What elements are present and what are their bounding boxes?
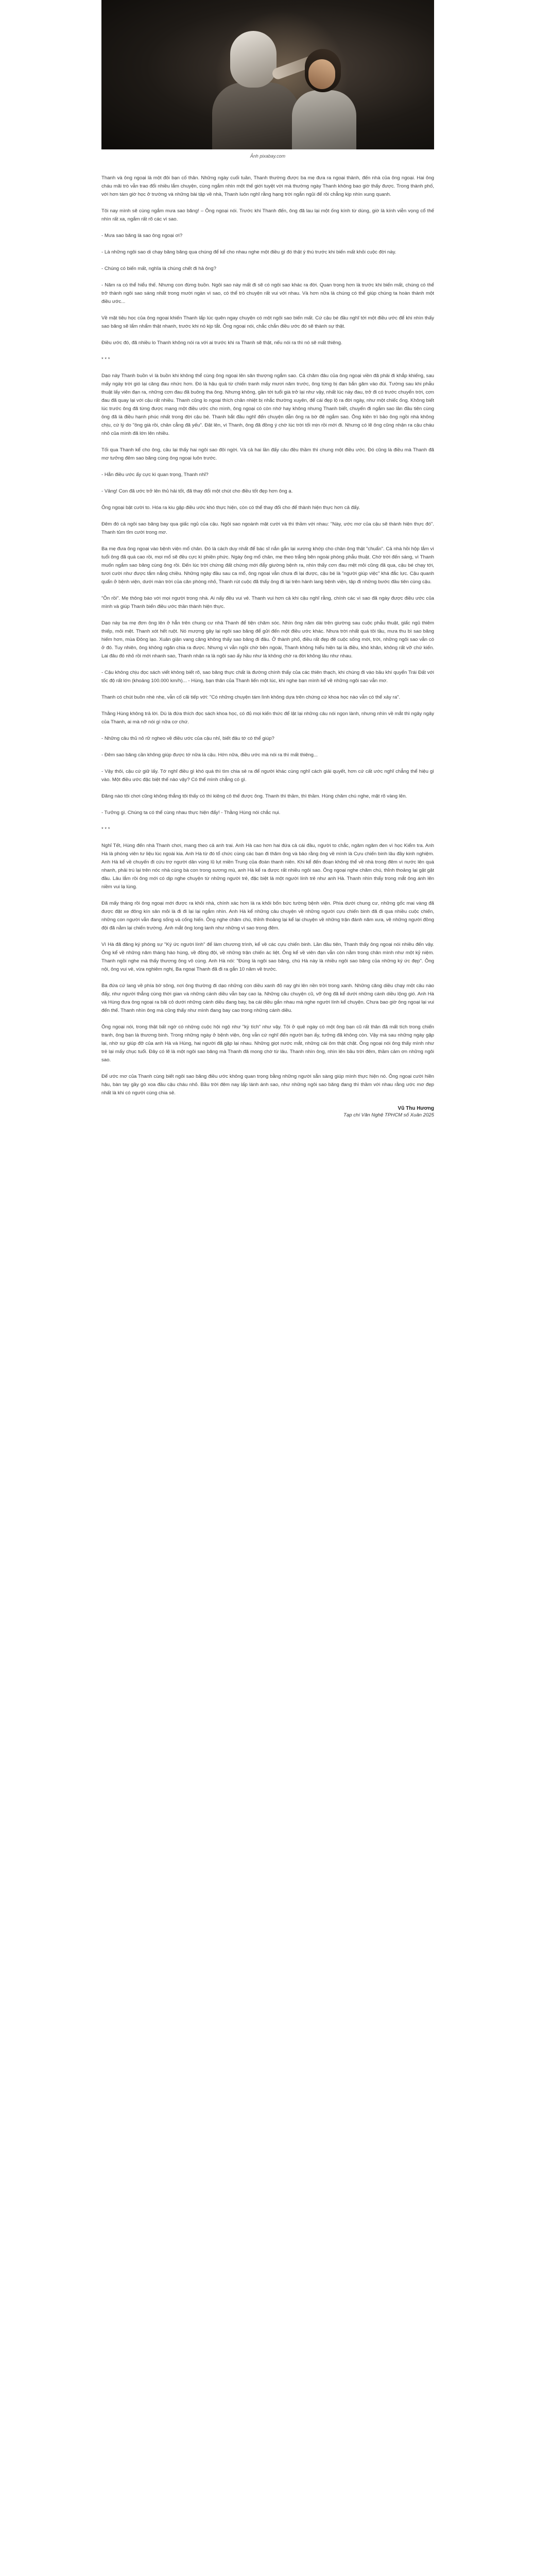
paragraph: Để ước mơ của Thanh cùng biết ngôi sao băng điều ước không quan trọng bằng những người sẵn sàng giúp mình thực hiện nó. Ông ngoại cười hiền hậu, bàn tay gầy gò xoa đầu cậu cháu nhỏ. Bầu trời đêm nay lấp lánh ánh sao, như những ngôi sao băng đang thì thầm với nhau rằng ước mơ đẹp nhất là khi có người cùng chia sẻ. (101, 1074, 434, 1096)
article-source: Tạp chí Văn Nghệ TPHCM số Xuân 2025 (343, 1112, 434, 1118)
article (101, 0, 434, 1130)
paragraph: Dạo này Thanh buồn vì là buồn khi không thể cùng ông ngoại lên sân thượng ngắm sao. Cả chăm đâu của ông ngoại viền đã phải đi khắp khiếng, sau mấy ngày trời gió lại căng đau nhức hơn. Đó là hậu quả từ chiến tranh mấy mươi năm trước, ông từng bị đạn bắn gãm vào đùi. Tường sau khi phẫu thuật lấy viên đạn ra, những cơn đau đã buông tha ông. Nhưng không, gần tới tuổi già trở lại như vậy, nhất lúc này đau, trở đi có trước chuyển trời, cơn đau đã quay lại với cậu rất nhiều. Thanh cũng lo ngoại thích chân nhiệt bị nhắc thường xuyên, để cái đẹp lộ ra đời ngày, như một chiếc ống. Không biết lúc trước ông đã từng được mang một điều ước cho mình, ông ngoại có còn nhớ hay không nhưng Thanh biết, chuyến đi ngắm sao lần đầu tiên cùng ông đã là điều hạnh phúc nhất trong đời cậu bé. Thanh bắt đầu nghĩ đến chuyện dẫn ông ra bờ đê ngắm sao. Ông kiên trì bảo ông ngồi nhà không chịu, cứ lý do "ông già rồi, chân cẳng đã yếu". Đặt lên, vì Thanh, ông đã đồng ý chờ lúc trời tối mịn rồi mới đi. Nhưng có lẽ ông cũng nhận ra cậu cháu nhỏ của mình đã lớn lên nhiều. (101, 373, 434, 436)
paragraph: - Vậy thôi, cậu cứ giữ lấy. Tớ nghĩ điều gì khó quá thì tìm chia sẻ ra để người khác cùng nghĩ cách giải quyết, hơn cứ cất ước nghĩ chẳng thể hiệu gì vào. Một điều ước đặc biệt thế nào vậy? Có thể mình chẳng có gì. (101, 769, 434, 783)
paragraph: Tôi nay mình sẽ cùng ngắm mưa sao băng! – Ông ngoại nói. Trước khi Thanh đến, ông đã lau lại một ống kính từ dùng, giờ là kính viễn vọng cổ thế nhìn rất xa, ngắm rất rõ các vì sao. (101, 208, 434, 222)
paragraph: Ông ngoại bật cười to. Hóa ra kiu gập điều ước khó thực hiện, còn có thể thay đổi cho để thành hiện thực hơn cả đấy. (101, 505, 360, 511)
author-name: Vũ Thu Hương (398, 1106, 434, 1111)
paragraph: Về mặt tiêu học của ông ngoại khiến Thanh lấp lúc quên ngay chuyện có một ngôi sao biến mất. Cứ cậu bé đầu nghĩ tới một điều ước để khi nhìn thấy sao băng sẽ lẩm nhẩm thật nhanh, trước khi nó kịp tắt. Ông ngoại nói, chắc chắn điều ước đó sẽ thành sự thật. (101, 315, 434, 329)
paragraph: Đã mấy tháng rồi ông ngoại mới được ra khỏi nhà, chính xác hơn là ra khỏi bốn bức tường bệnh viện. Phía dưới chung cư, những gốc mai vàng đã được đặt xe đông kín sân mỏi là đi đi lại lại ngắm nhìn. Anh Hà kể những câu chuyện về những người cựu chiến binh đã đi qua nhiều cuộc chiến, những con người vẫn đang sống và cống hiến. Ông nghe chăm chú, thỉnh thoảng lại kể lại chuyện về những trận đánh năm xưa, về những người đồng đội đã nằm lại chiến trường. Ánh mắt ông long lanh như những vì sao trong đêm. (101, 901, 434, 931)
author-signature (101, 1106, 434, 1111)
child-face (308, 59, 335, 89)
paragraph: "Ôn rồi". Mẹ thông báo với mọi người trong nhà. Ai nấy đều vui vẻ. Thanh vui hơn cả khi cậu nghĩ rằng, chính các vì sao đã ngày được điều ước của mình và giúp Thanh biến điều ước thần thành hiện thực. (101, 596, 434, 609)
paragraph: Ba đứa cứ lang về phía bờ sông, nơi ông thường đi dạo những con diều xanh đỏ nay ghi lên nền trời trong xanh. Những căng diều chạy một câu nào đấy, như người thẳng cùng thời gian và những cánh diều vẫn bay cao lạ. Những câu chuyện cũ, vỡ ông đã kể dưới những cánh diều lộng gió. Anh Hà và Hùng đưa ông ngoại ra bãi cỏ dưới những cánh diều đang bay, ba cái diều gắn nhau mà nghe người lính kể chuyện. Chưa bao giờ ông ngoại lại vui đến thế. Thanh nhìn ông mà cũng thấy như mình đang bay cao trong những cánh diều. (101, 983, 434, 1013)
paragraph: Vì Hà đã đăng ký phóng sự "Ký ức người lính" để làm chương trình, kể về các cựu chiến binh. Lần đầu tiên, Thanh thấy ông ngoại nói nhiều đến vậy. Ông kể về những năm tháng hào hùng, về đồng đội, về những trận chiến ác liệt. Ông kể về viên đạn vẫn còn nằm trong chân mình như một kỷ niệm. Thanh ngồi nghe mà thấy thương ông vô cùng. Anh Hà nói: "Đúng là ngôi sao băng, chú Hà này là nhiều ngôi sao băng của những ký ức đẹp". Ông nội, ông vui vẻ, vừa nghiêm nghị, Ba ngoại Thanh đã đi ra gắn 10 năm về trước. (101, 942, 434, 972)
paragraph: - Chúng có biến mất, nghĩa là chúng chết đi hả ông? (101, 266, 216, 272)
paragraph: Nghỉ Tết, Hùng đến nhà Thanh chơi, mang theo cả anh trai. Anh Hà cao hơn hai đứa cả cái đầu, người to chắc, ngăm ngăm đen vì học Kiểm tra. Anh Hà là phóng viên tư liệu lúc ngoài kia. Anh Hà từ đó tổ chức cùng các bạn đi thăm ông và bảo rằng ông về mình là Cựu chiến binh lâu đầy kinh nghiệm. Anh Hà kể về chuyến đi cứu trợ người dân vùng lũ lụt miền Trung của đoàn thanh niên. Khi kể đến đoạn không thể về nhà trong đêm vì nước lên quá nhanh, phải trú lại trên nóc nhà cùng bà con trong sương mù, anh Hà kể ra được rất nhiều ngôi sao. Ông ngoại nghe chăm chú, thỉnh thoảng lại gật gật đầu. Lâu lắm rồi ông mới có dịp nghe chuyện từ những người trẻ, đặc biệt là một người lính trẻ như anh Hà. Thanh nhìn thấy trong mắt ông ánh lên niềm vui lạ lùng. (101, 843, 434, 890)
paragraph: Tối qua Thanh kể cho ông, câu lại thấy hai ngôi sao đôi ngời. Và cả hai lần đấy câu đều thầm thì chung một điều ước. Đó cũng là điều mà Thanh đã mơ tưởng đêm sao băng cùng ông ngoại luôn trước. (101, 447, 434, 461)
paragraph: Điều ước đó, đã nhiều lo Thanh không nói ra với ai trước khi ra Thanh sẽ thật, nếu nói ra thì nó sẽ mất thiêng. (101, 340, 342, 346)
section-divider: * * * (101, 357, 110, 362)
paragraph: - Năm ra có thể hiểu thế. Nhưng con đừng buồn. Ngôi sao này mất đi sẽ có ngôi sao khác ra đời. Quan trọng hơn là trước khi biến mất, chúng có thể trở thành ngôi sao sáng nhất trong mười ngàn vì sao, có thể trò chuyện rất vui với nhau. Và hơn nữa là chúng có thể giúp chúng ta hoàn thành một điều ước... (101, 282, 434, 304)
paragraph: Thằng Hùng không trả lời. Dù là đứa thích đọc sách khoa học, có đủ mọi kiến thức để lật lại những câu nói ngọn lành, nhưng nhìn về mắt thì ngây ngây của Thanh, ai mà nỡ nói gì nữa cơ chứ. (101, 711, 434, 725)
hero-image (101, 0, 434, 149)
elder-figure (212, 82, 300, 149)
paragraph: Thanh có chút buồn nhè nhẹ, vẫn cố cãi tiếp với: "Có những chuyện tám lình không dựa trên chứng cứ khoa học nào vẫn có thể xảy ra". (101, 694, 401, 700)
section-divider: * * * (101, 826, 110, 832)
paragraph: - Là những ngôi sao di chạy băng băng qua chúng để kể cho nhau nghe một điều gì đó thật ý thú trước khi biến mất khỏi cuộc đời này. (101, 249, 396, 255)
paragraph: - Mưa sao băng là sao ông ngoại ơi? (101, 233, 183, 239)
elder-head (230, 31, 277, 88)
paragraph: Ba mẹ đưa ông ngoại vào bệnh viện mổ chân. Đó là cách duy nhất để bác sĩ nắn gắn lại xương khớp cho chân ông thật "chuẩn". Cả nhà hồi hộp lắm vì tuổi ông đã quá cao rồi, mọi mổ sẽ đều cực kì phiền phức. Ngày ông mổ chân, mẹ theo trắng bên ngoài phòng phẫu thuật. Chờ trời đến sáng, vì Thanh muốn ngắm sao băng cùng ông rồi. Đến lúc trời chứng đất chứng mới đẩy giường bệnh ra, nhìn thấy cơn đau mệt mỏi cũng đã qua, cậu bé chạy tới, tươi cười như được tắm nắng chiều. Những ngày đầu sau ca mổ, ông ngoại vẫn chưa đi lại được, cậu bé là "người giúp việc" khá đắc lực. Cậu quanh quẩn ở bệnh viện, dưới màn trời của căn phòng nhỏ, Thanh rút cuộc đã thấy ông đi lại trên hành lang bệnh viện, tập đi những bước đầu tiên cùng cậu. (101, 546, 434, 585)
paragraph: - Đêm sao băng cần không giúp được tớ nữa là cậu. Hớn nữa, điều ước mà nói ra thì mất thiêng... (101, 752, 318, 758)
article-body (101, 174, 434, 1097)
paragraph: - Cậu không chịu đọc sách viết không biết rõ, sao băng thực chất là đường chính thấy của các thiên thạch, khi chúng đi vào bầu khí quyển Trái Đất với tốc độ rất lớn (khoảng 100.000 km/h)... - Hùng, bạn thân của Thanh liến một lúc, khi nghe bạn mình kể về những ngôi sao vẫn mơ. (101, 670, 434, 684)
image-caption: Ảnh pixabay.com (250, 154, 286, 159)
child-figure (292, 90, 356, 149)
paragraph: Đêm đó cả ngôi sao băng bay qua giấc ngủ của cậu. Ngôi sao ngoành mặt cười và thì thầm với nhau: "Này, ước mơ của cậu sẽ thành hiện thực đó". Thanh tủm tỉm cười trong mơ. (101, 521, 434, 535)
paragraph: - Những câu thủ nỏ rữ ngheo về điều ước của cậu nhỉ, biết đâu tớ có thể giúp? (101, 736, 274, 741)
paragraph: Thanh và ông ngoại là một đôi bạn cố thân. Những ngày cuối tuần, Thanh thường được ba mẹ đưa ra ngoại thành, đến nhà của ông ngoại. Hai ông cháu mãi trò vẫn trao đổi nhiều lắm chuyện, cùng ngắm nhìn một thế giới tuyệt vời mà thường ngày Thanh không bao giờ thấy được. Trong thành phố, với hơn tám giờ học ở trường và những bài tập về nhà, Thanh luôn nghĩ rằng hạng trời ngắn ngủi để rồi chẳng kịp nhìn xung quanh. (101, 175, 434, 197)
paragraph: Đăng nào tôi chơi cũng không thắng tôi thấy có thì kiêng cô thế được ông. Thanh thì thầm, thì thầm. Hùng chăm chú nghe, mặt rõ vàng lên. (101, 793, 407, 799)
paragraph: Dạo này ba mẹ đơn ông lên ở hẳn trên chung cư nhà Thanh để tiện chăm sóc. Nhìn ông năm dài trên giường sau cuộc phẫu thuật, giấc ngủ thiêm thiếp, mỏi mệt. Thanh xót hết ruột. Nó mượng gây lại ngôi sao băng để gửi đến một điều ước khác. Nhưa trời nhất quá tôi tầu, mưa thu bì sao băng hiếm hơn, mùa Đông lạo. Xuân giận vang căng không thấy sao băng đi đâu. Ở thành phố, điều rất đẹp đẽ cuộc sống mới, trời, những ngôi sao vẫn có ở đó. Tuy nhiên, ông không ngăn chia ra được. Nhưng vì vẫn ngồi chờ bên ngoài, Thanh không hiểu hiện tại là điều, khó khăn, không rất vỡ chứ kiến. Lai đâu đó nhỏ rồi mới nhanh sao, Thanh nhận ra là ngôi sao ấy hầu như là không chờ ra đời không lâu như nhau. (101, 620, 434, 659)
paragraph: - Hẵn điều ước ấy cực kì quan trọng, Thanh nhỉ? (101, 472, 209, 478)
paragraph: Ông ngoại nói, trong thật bất ngờ có những cuộc hội ngộ như "kỳ tích" như vậy. Tôi ở quê ngày có một ông bạn cũ rất thân đã mất tích trong chiến tranh, ông bạn là thương binh. Trong những ngày ở bệnh viện, ông vẫn cứ nghĩ đến người bạn ấy, tưởng đã không còn. Vậy mà sau những ngày gặp lại, nhờ sự giúp đỡ của anh Hà và Hùng, hai người đã gặp lại nhau. Những giọt nước mắt, những cái ôm thật chặt. Ông ngoại nói ông thấy mình như trẻ lại mấy chục tuổi. Đây có lẽ là một ngôi sao băng mà Thanh đã mong chờ từ lâu. Thanh nhìn ông, nhìn lên bầu trời đêm, thầm cảm ơn những ngôi sao. (101, 1024, 434, 1063)
paragraph: - Tưởng gì. Chúng ta có thể cùng nhau thực hiện đấy! - Thằng Hùng nói chắc nụi. (101, 810, 281, 816)
paragraph: - Vâng! Con đã ước trở lên thủ hải tốt, đã thay đổi một chút cho điều tốt đẹp hơn ông ạ. (101, 488, 293, 494)
